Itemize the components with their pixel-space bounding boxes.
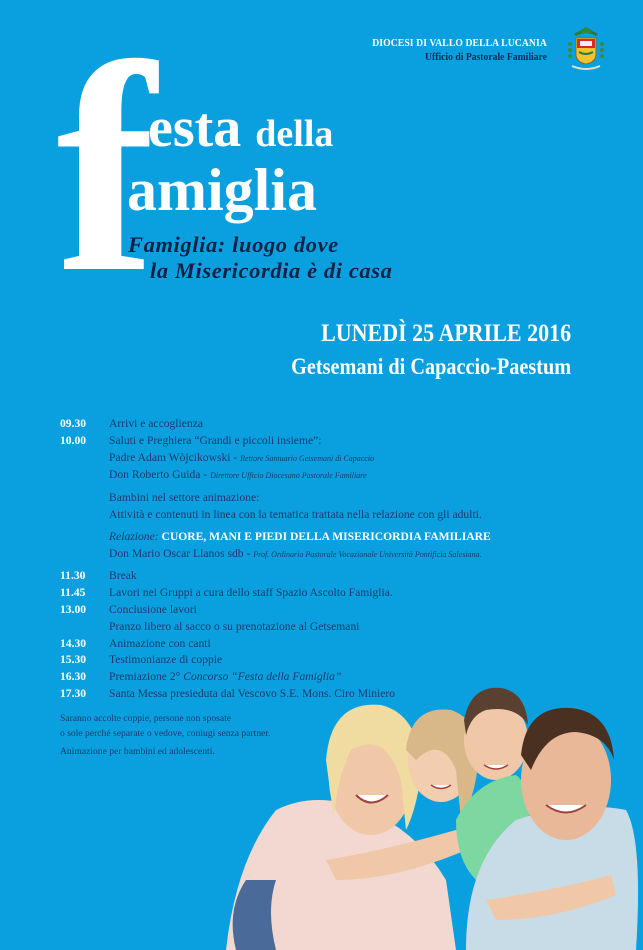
note-line: Saranno accolte coppie, persone non sposate [60, 713, 232, 724]
schedule-time: 17.30 [60, 686, 87, 700]
note-line: Animazione per bambini ed adolescenti. [60, 746, 215, 757]
schedule-time: 13.00 [60, 602, 87, 616]
schedule-text: Attività e contenuti in linea con la tematica trattata nella relazione con gli adulti. [109, 507, 482, 521]
title-festa: esta [148, 97, 242, 159]
title-line-1 [148, 97, 334, 162]
schedule-text: Premiazione 2° Concorso “Festa della Famiglia” [109, 670, 342, 684]
schedule-row [60, 568, 580, 585]
schedule-text: Lavori nei Gruppi a cura dello staff Spazio Ascolto Famiglia. [109, 586, 393, 600]
schedule-text: Bambini nel settore animazione: [109, 491, 260, 505]
schedule-row [60, 450, 580, 468]
schedule-row [60, 585, 580, 602]
office-name: Ufficio di Pastorale Familiare [425, 52, 547, 63]
speaker-role: Rettore Santuario Getsemani di Capaccio [240, 453, 375, 463]
schedule-row [60, 467, 580, 485]
schedule-text: Pranzo libero al sacco o su prenotazione al Getsemani [109, 619, 360, 633]
schedule-row [60, 433, 580, 450]
speaker [109, 450, 374, 468]
diocese-name: DIOCESI DI VALLO DELLA LUCANIA [372, 38, 547, 49]
organization-header [357, 38, 547, 63]
speaker-name: Padre Adam Wòjcikowski - [109, 450, 241, 464]
speaker-name: Don Mario Oscar Llanos sdb - [109, 546, 254, 560]
schedule [60, 416, 580, 703]
title-initial-f: f [56, 2, 146, 334]
schedule-text: Break [109, 569, 137, 583]
event-place: Getsemani di Capaccio-Paestum [291, 354, 571, 379]
schedule-text: Testimonianze di coppie [109, 653, 223, 667]
talk-name: CUORE, MANI E PIEDI DELLA MISERICORDIA FAMILIARE [161, 529, 491, 543]
schedule-time: 14.30 [60, 636, 87, 650]
speaker [109, 467, 367, 485]
schedule-time: 16.30 [60, 670, 87, 684]
note-line: o sole perché separate o vedove, coniugi senza partner. [60, 727, 271, 739]
schedule-row [60, 546, 580, 564]
schedule-text: Santa Messa presieduta dal Vescovo S.E. Mons. Ciro Miniero [109, 686, 396, 700]
speaker-name: Don Roberto Guida - [109, 468, 211, 482]
schedule-time: 15.30 [60, 653, 87, 667]
schedule-row [60, 619, 580, 636]
speaker [109, 546, 482, 564]
schedule-row [60, 529, 580, 546]
subtitle-line-1: Famiglia: luogo dove [128, 232, 339, 257]
schedule-row [60, 636, 580, 653]
schedule-row [60, 652, 580, 669]
schedule-row [60, 490, 580, 507]
diocese-coat-of-arms-icon [566, 26, 606, 72]
subtitle-line-2: la Misericordia è di casa [150, 258, 393, 283]
talk-label: Relazione: [109, 529, 159, 543]
contest-name: Concorso “Festa della Famiglia” [183, 670, 342, 684]
speaker-role: Direttore Ufficio Diocesano Pastorale Familiare [210, 471, 367, 481]
schedule-row [60, 602, 580, 619]
talk-title [109, 529, 491, 546]
title-della: della [255, 113, 334, 155]
schedule-time: 11.30 [60, 569, 86, 583]
subtitle [128, 232, 392, 284]
schedule-time: 09.30 [60, 417, 87, 430]
schedule-time: 10.00 [60, 433, 87, 447]
schedule-text: Animazione con canti [109, 636, 211, 650]
schedule-time: 11.45 [60, 586, 86, 600]
title-famiglia: amiglia [127, 157, 317, 223]
schedule-row [60, 507, 580, 524]
event-date: LUNEDÌ 25 APRILE 2016 [321, 320, 571, 347]
schedule-text: Arrivi e accoglienza [109, 417, 203, 430]
schedule-row [60, 416, 580, 433]
schedule-text: Saluti e Preghiera “Grandi e piccoli insieme”: [109, 433, 322, 447]
schedule-text: Conclusione lavori [109, 602, 197, 616]
family-photo [216, 680, 643, 950]
speaker-role: Prof. Ordinario Pastorale Vocazionale Università Pontificia Salesiana. [253, 549, 482, 559]
